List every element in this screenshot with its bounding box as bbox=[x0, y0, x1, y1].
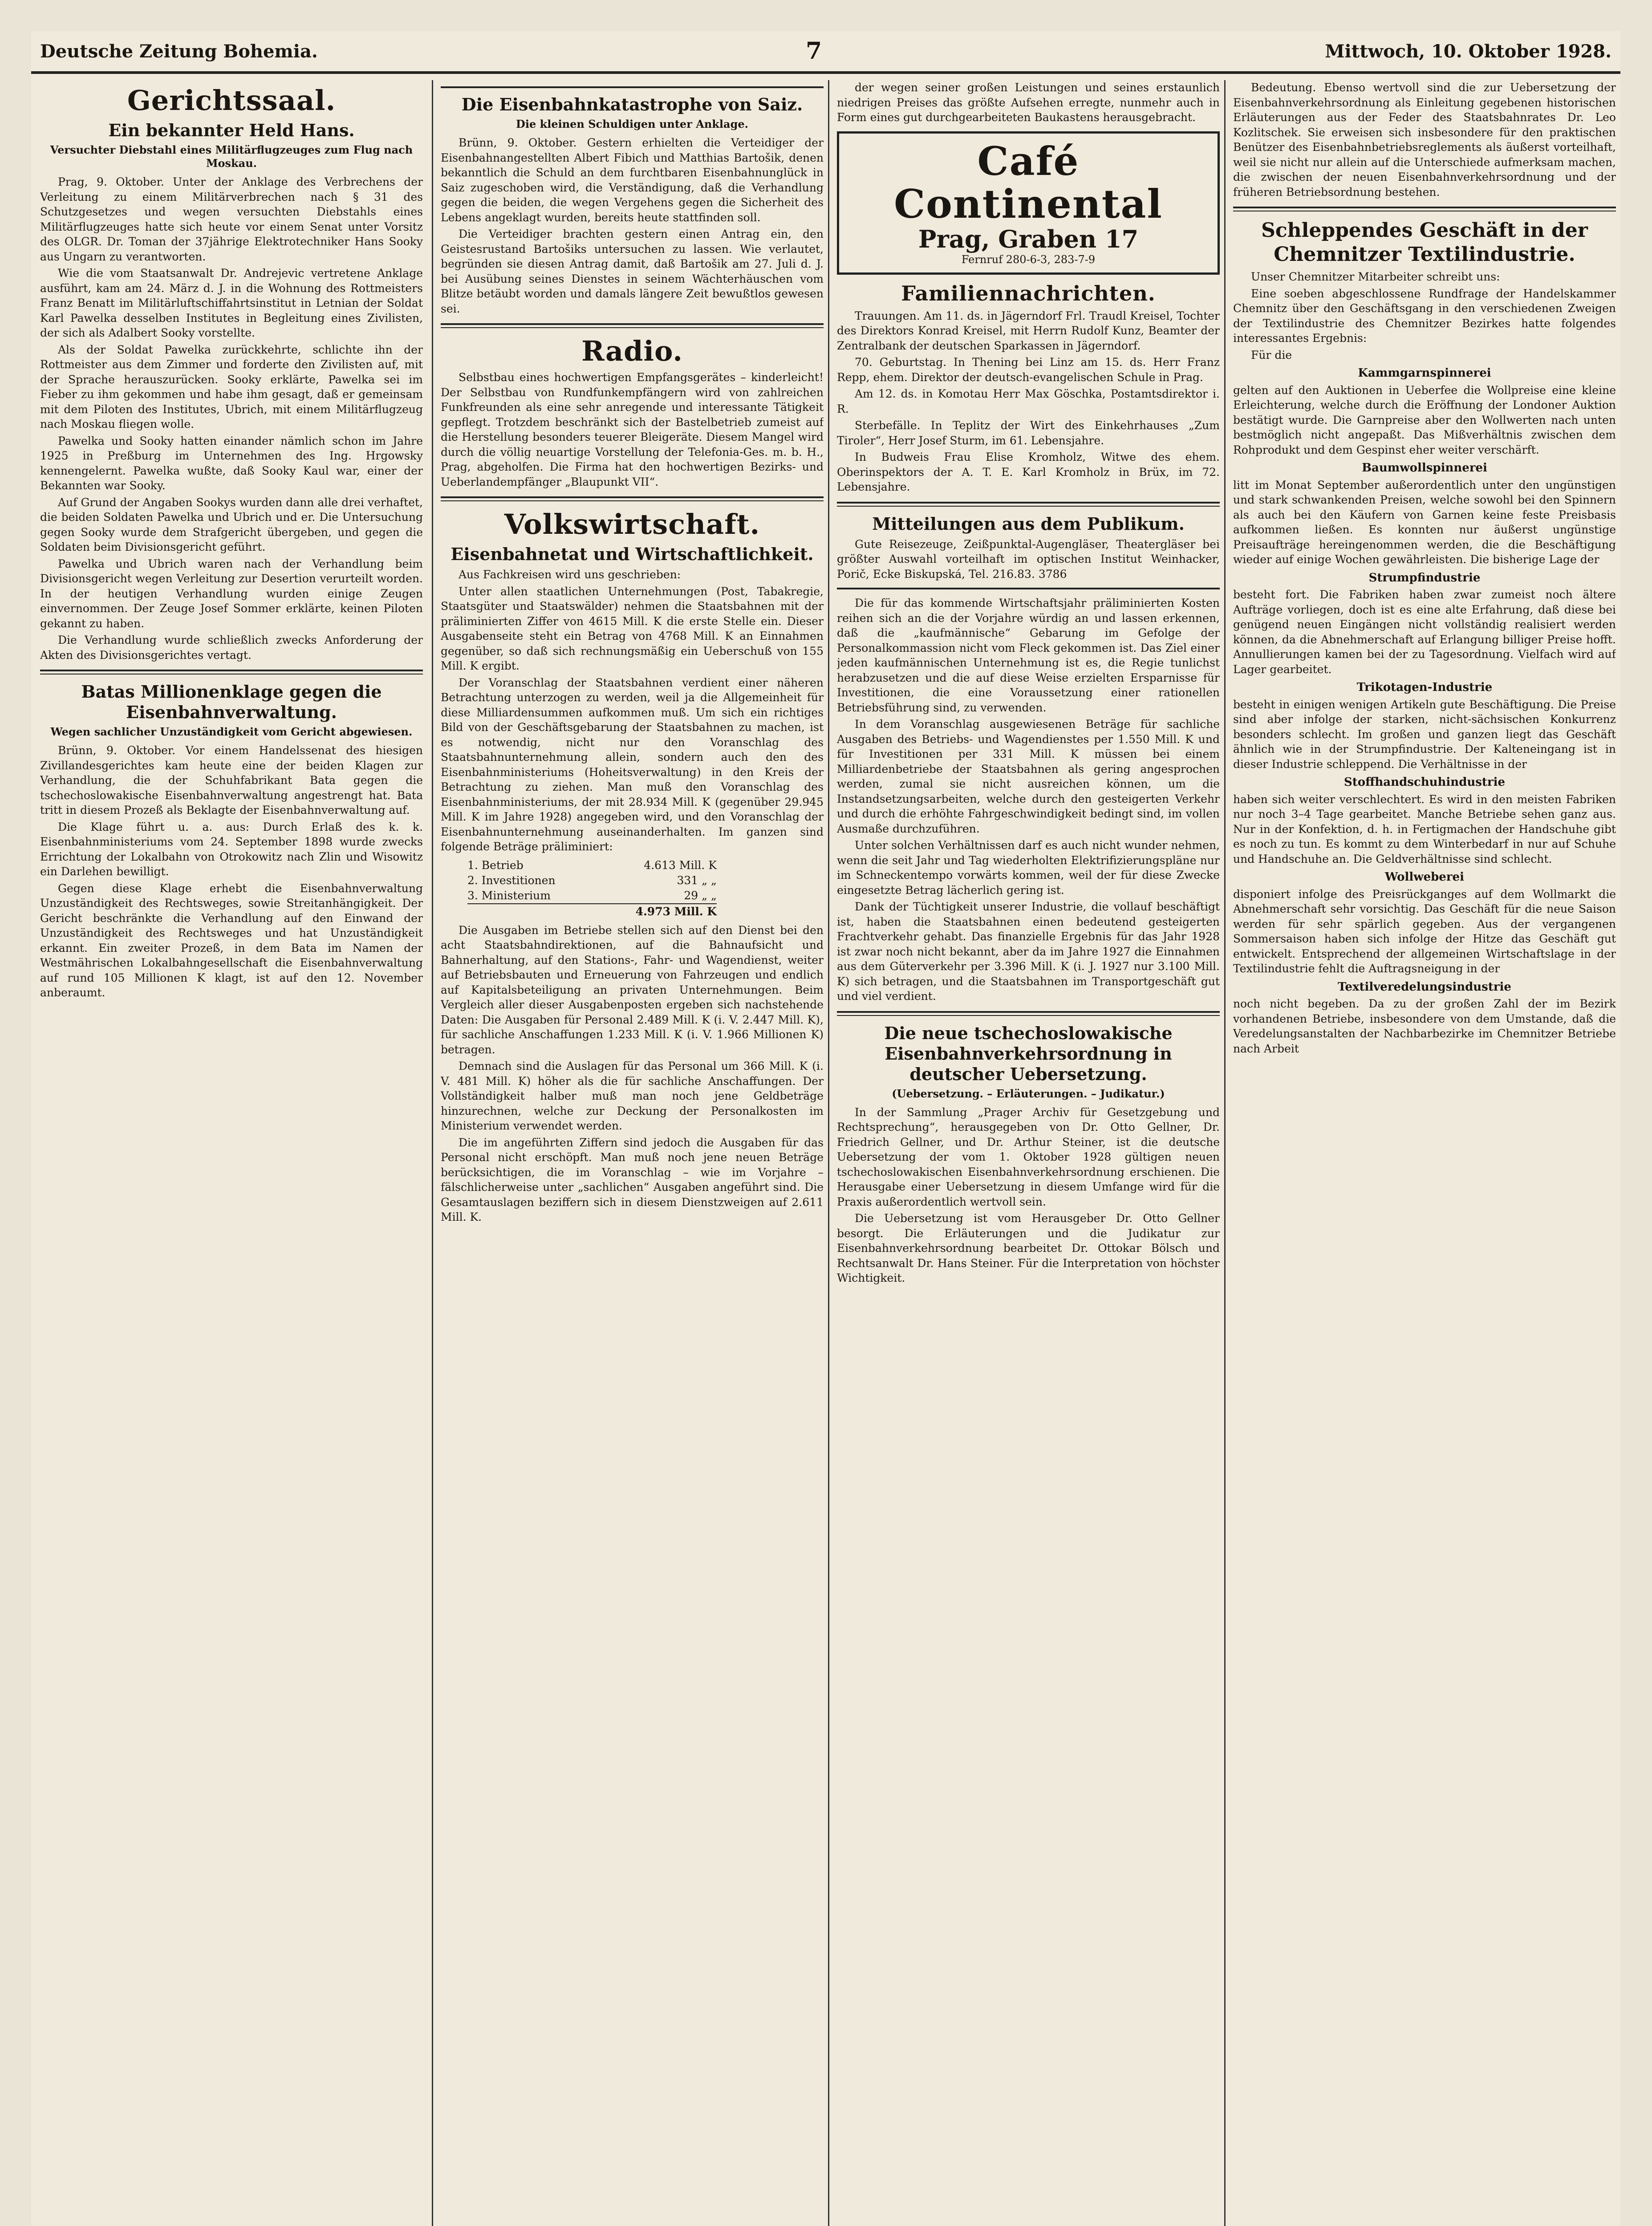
divider bbox=[837, 1011, 1220, 1016]
paragraph: Aus Fachkreisen wird uns geschrieben: bbox=[459, 568, 681, 581]
paragraph: Unser Chemnitzer Mitarbeiter schreibt uns: bbox=[1251, 270, 1500, 283]
article-body bbox=[40, 743, 423, 1000]
section-title-volkswirtschaft: Volkswirtschaft. bbox=[504, 508, 760, 540]
article-body bbox=[441, 135, 824, 316]
paragraph: Unter allen staatlichen Unternehmungen (Post, Tabakregie, Staatsgüter und Staatswälder) nehmen die Staatsbahnen mit der präliminierten Ziffer von 4615 Mill. K die erste Stelle ein. Dieser Ausgabenseite steht ein Betrag von 4768 Mill. K an Einnahmen gegenüber, so daß sich rechnungsmäßig ein Ueberschuß von 155 Mill. K ergibt. bbox=[441, 585, 824, 672]
paragraph: In dem Voranschlag ausgewiesenen Beträge für sachliche Ausgaben des Betriebs- und Wagendienstes per 1.550 Mill. K und für Investitionen per 331 Mill. K müssen bei einem Milliardenbetriebe der Staatsbahnen als gering angesprochen werden, zumal sie nicht ausreichen können, um die Instandsetzungsarbeiten, welche durch den gesteigerten Verkehr und durch die erhöhte Fahrgeschwindigkeit bedingt sind, im vollen Ausmaße durchzuführen. bbox=[837, 718, 1220, 835]
paragraph: Gegen diese Klage erhebt die Eisenbahnverwaltung Unzuständigkeit des Rechtsweges, sowie Streitanhängigkeit. Der Gericht beschränkte die Verhandlung auf den Einwand der Unzuständigkeit des Rechtsweges und hat Unzuständigkeit erkannt. Ein zweiter Prozeß, in dem Bata im Namen der Westmährischen Lokalbahngesellschaft die Eisenbahnverwaltung auf rund 105 Millionen K klagt, ist auf den 12. November anberaumt. bbox=[40, 881, 423, 999]
article-body bbox=[1233, 269, 1616, 362]
paragraph: besteht in einigen wenigen Artikeln gute Beschäftigung. Die Preise sind aber infolge der starken, nicht-sächsischen Konkurrenz besonders schlecht. Im großen und ganzen liegt das Geschäft ähnlich wie in der Strumpfindustrie. Der Kalteneingang ist in dieser Industrie schleppend. Die Verhältnisse in der bbox=[1233, 698, 1616, 771]
paragraph: Die Klage führt u. a. aus: Durch Erlaß des k. k. Eisenbahnministeriums vom 24. September 1898 wurde zwecks Errichtung der Lokalbahn von Otrokowitz nach Zlin und Wisowitz ein Darlehen bewilligt. bbox=[40, 820, 423, 878]
paragraph: Trauungen. Am 11. ds. in Jägerndorf Frl. Traudl Kreisel, Tochter des Direktors Konrad Kreisel, mit Herrn Rudolf Kunz, Beamter der Zentralbank der deutschen Sparkassen in Jägerndorf. bbox=[837, 309, 1220, 352]
paragraph: 70. Geburtstag. In Thening bei Linz am 15. ds. Herr Franz Repp, ehem. Direktor der deutsch-evangelischen Schule in Prag. bbox=[837, 356, 1220, 384]
article-title: Die neue tschechoslowakische Eisenbahnverkehrsordnung in deutscher Uebersetzung. bbox=[884, 1023, 1173, 1084]
subsection-heading: Baumwollspinnerei bbox=[1362, 461, 1487, 475]
ad-address: Prag, Graben 17 bbox=[918, 224, 1139, 253]
article-body bbox=[1233, 366, 1616, 1056]
paragraph: der wegen seiner großen Leistungen und seines erstaunlich niedrigen Preises das größte Aufsehen erregte, nunmehr auch in Form eines gut durchgearbeiteten Baukastens herausgebracht. bbox=[837, 81, 1220, 124]
paragraph: besteht fort. Die Fabriken haben zwar zumeist noch ältere Aufträge vorliegen, doch ist es eine alte Erfahrung, daß diese bei genügend neuen Eingängen nicht vollständig realisiert werden können, da die Abnehmerschaft auf Erlangung billiger Preise hofft. Annullierungen kamen bei der zu Tagesordnung. Vielfach wird auf Lager gearbeitet. bbox=[1233, 588, 1616, 676]
budget-label: 1. Betrieb bbox=[467, 858, 524, 872]
paragraph: Die Verhandlung wurde schließlich zwecks Anforderung der Akten des Divisionsgerichtes vertagt. bbox=[40, 634, 423, 662]
section-title-familiennachrichten: Familiennachrichten. bbox=[901, 281, 1156, 305]
article-subtitle: Die kleinen Schuldigen unter Anklage. bbox=[516, 118, 748, 130]
subsection-heading: Wollweberei bbox=[1385, 870, 1464, 884]
divider bbox=[1233, 207, 1616, 211]
subsection-heading: Strumpfindustrie bbox=[1368, 571, 1481, 585]
article-body bbox=[837, 1105, 1220, 1286]
ad-name: Café Continental bbox=[894, 138, 1163, 227]
divider bbox=[837, 502, 1220, 507]
paragraph: In Budweis Frau Elise Kromholz, Witwe des ehem. Oberinspektors der A. T. E. Karl Kromholz in Brüx, im 72. Lebensjahre. bbox=[837, 451, 1220, 493]
paragraph: Sterbefälle. In Teplitz der Wirt des Einkehrhauses „Zum Tiroler“, Herr Josef Sturm, im 61. Lebensjahre. bbox=[837, 419, 1220, 447]
article-body bbox=[837, 596, 1220, 1004]
paragraph: Die Verteidiger brachten gestern einen Antrag ein, den Geistesrustand Bartošiks untersuchen zu lassen. Wie verlautet, begründen sie diesen Antrag damit, daß Bartošik am 27. Juli d. J. bei Ausübung seines Dienstes in seinem Wächterhäuschen vom Blitze betäubt worden und damals längere Zeit bewußtlos gewesen sei. bbox=[441, 227, 824, 315]
paragraph: Demnach sind die Auslagen für das Personal um 366 Mill. K (i. V. 481 Mill. K) höher als die für sachliche Anschaffungen. Der Vollständigkeit halber muß man noch jene Geldbeträge hinzurechnen, welche zur Deckung der Personalkosten im Ministerium verwendet werden. bbox=[441, 1060, 824, 1132]
budget-table bbox=[467, 858, 824, 919]
paragraph: Dank der Tüchtigkeit unserer Industrie, die vollauf beschäftigt ist, haben die Staatsbahnen einen bedeutend gesteigerten Frachtverkehr gehabt. Das finanzielle Ergebnis für das Jahr 1928 ist zwar noch nicht bekannt, aber da im Jahre 1927 die Einnahmen aus dem Güterverkehr per 3.396 Mill. K (i. J. 1927 nur 3.100 Mill. K) sich betragen, und die Staatsbahnen im Transportgeschäft gut und viel verdient. bbox=[837, 900, 1220, 1003]
page-number: 7 bbox=[806, 37, 822, 65]
divider bbox=[441, 86, 824, 88]
article-subtitle: Wegen sachlicher Unzuständigkeit vom Gericht abgewiesen. bbox=[50, 725, 413, 738]
ad-phone: Fernruf 280-6-3, 283-7-9 bbox=[961, 253, 1096, 266]
paragraph: Der Voranschlag der Staatsbahnen verdient einer näheren Betrachtung unterzogen zu werden, weil ja die Allgemeinheit für diese Milliardensummen aufkommen muß. Um sich ein richtiges Bild von der Geschäftsgebarung der Staatsbahnen zu machen, ist es notwendig, nicht nur den Voranschlag des Staatsbahnunternehmung allein, sondern auch den des Eisenbahnministeriums (Hoheitsverwaltung) in den Kreis der Betrachtung zu ziehen. Man muß den Voranschlag des Eisenbahnministeriums, der mit 28.934 Mill. K (gegenüber 29.945 Mill. K im Jahre 1928) angegeben wird, und den Voranschlag der Eisenbahnunternehmung auseinanderhalten. Im ganzen sind folgende Beträge präliminiert: bbox=[441, 676, 824, 853]
article-title: Die Eisenbahnkatastrophe von Saiz. bbox=[461, 94, 803, 114]
paragraph: Auf Grund der Angaben Sookys wurden dann alle drei verhaftet, die beiden Soldaten Pawelka und Ubrich und er. Die Untersuchung gegen Sooky wurde dem Strafgericht übergeben, und gegen die Soldaten beim Divisionsgericht geführt. bbox=[40, 496, 423, 553]
paragraph: In der Sammlung „Prager Archiv für Gesetzgebung und Rechtsprechung“, herausgegeben von Dr. Otto Gellner, Dr. Friedrich Gellner, und Dr. Arthur Steiner, ist die deutsche Uebersetzung der vom 1. Oktober 1928 gültigen neuen tschechoslowakischen Eisenbahnverkehrsordnung erschienen. Die Herausgabe einer Uebersetzung in diesem Umfange wird für die Praxis außerordentlich wertvoll sein. bbox=[837, 1105, 1220, 1208]
budget-value: 331 „ „ bbox=[677, 873, 717, 887]
budget-label: 2. Investitionen bbox=[467, 873, 556, 887]
paragraph: Die Uebersetzung ist vom Herausgeber Dr. Otto Gellner besorgt. Die Erläuterungen und die Judikatur zur Eisenbahnverkehrsordnung bearbeitet Dr. Ottokar Bölsch und Rechtsanwalt Dr. Hans Steiner. Für die Interpretation von höchster Wichtigkeit. bbox=[837, 1212, 1220, 1284]
paragraph: noch nicht begeben. Da zu der großen Zahl der im Bezirk vorhandenen Betriebe, insbesondere von dem Umstande, daß die Veredelungsanstalten der Nachbarbezirke im Chemnitzer Betriebe nach Arbeit bbox=[1233, 997, 1616, 1055]
paragraph: Gute Reisezeuge, Zeißpunktal-Augengläser, Theatergläser bei größter Auswahl vorteilhaft im optischen Institut Weinhacker, Porič, Ecke Biskupská, Tel. 216.83. 3786 bbox=[837, 537, 1220, 581]
section-title-mitteilungen: Mitteilungen aus dem Publikum. bbox=[872, 513, 1185, 534]
paragraph: Brünn, 9. Oktober. Gestern erhielten die Verteidiger der Eisenbahnangestellten Albert Fibich und Matthias Bartošik, denen bekanntlich die Schuld an dem furchtbaren Eisenbahnunglück in Saiz zugeschoben wird, die Verständigung, daß die Verhandlung gegen die beiden, die wegen Vergehens gegen die Sicherheit des Lebens angeklagt wurden, bereits heute stattfinden soll. bbox=[441, 136, 824, 224]
paragraph: Pawelka und Sooky hatten einander nämlich schon im Jahre 1925 in Preßburg im Unternehmen des Ing. Hrgowsky kennengelernt. Pawelka wußte, daß Sooky Kaul war, einer der Bekannten war Sooky. bbox=[40, 434, 423, 492]
article-body bbox=[837, 309, 1220, 495]
column-rule bbox=[1224, 80, 1226, 2226]
paragraph: Am 12. ds. in Komotau Herr Max Göschka, Postamtsdirektor i. R. bbox=[837, 387, 1220, 415]
divider bbox=[40, 670, 423, 674]
section-title-radio: Radio. bbox=[581, 335, 683, 367]
paragraph: haben sich weiter verschlechtert. Es wird in den meisten Fabriken nur noch 3–4 Tage gearbeitet. Manche Betriebe sehen ganz aus. Nur in der Konfektion, d. h. in Fertigmachen der Handschuhe gibt es noch zu tun. Es kommt zu dem Winterbedarf in nur auf Schuhe und Handschuhe an. Die Geldverhältnisse sind schlecht. bbox=[1233, 792, 1616, 865]
article-body bbox=[837, 80, 1220, 125]
paragraph: litt im Monat September außerordentlich unter den ungünstigen und stark schwankenden Preisen, welche sowohl bei den Spinnern als auch bei den Käufern von Garnen keine feste Preisbasis aufkommen ließen. Es konnten nur äußerst ungünstige Preisaufträge hereingenommen werden, die die Beschäftigung wieder auf einige Wochen gewährleisten. Die bisherige Lage der bbox=[1233, 478, 1616, 566]
newspaper-page bbox=[31, 31, 1620, 2226]
article-body bbox=[441, 370, 824, 489]
divider bbox=[441, 496, 824, 501]
paragraph: Pawelka und Ubrich waren nach der Verhandlung beim Divisionsgericht wegen Verleitung zur Desertion verurteilt worden. In der heutigen Verhandlung wurden einige Zeugen einvernommen. Der Zeuge Josef Sommer erklärte, keinen Piloten gekannt zu haben. bbox=[40, 557, 423, 630]
paragraph: Als der Soldat Pawelka zurückkehrte, schlichte ihn der Rottmeister aus dem Zimmer und forderte den Zivilisten auf, mit der Sprache herauszurücken. Sooky erklärte, Pawelka sei im Fieber zu ihm gekommen und habe ihm gesagt, daß er gemeinsam mit dem Piloten des Institutes, Ubrich, mit einem Militärflugzeug nach Moskau fliegen wolle. bbox=[40, 343, 423, 431]
article-subtitle: Versuchter Diebstahl eines Militärflugzeuges zum Flug nach Moskau. bbox=[50, 143, 413, 170]
subsection-heading: Trikotagen-Industrie bbox=[1356, 681, 1493, 694]
budget-total: 4.973 Mill. K bbox=[467, 903, 717, 919]
column-2 bbox=[441, 80, 824, 2226]
article-title: Eisenbahnetat und Wirtschaftlichkeit. bbox=[451, 544, 814, 564]
paragraph: Brünn, 9. Oktober. Vor einem Handelssenat des hiesigen Zivillandesgerichtes kam heute eine der beiden Klagen zur Verhandlung, die der Schuhfabrikant Bata gegen die tschechoslowakische Eisenbahnverwaltung angestrengt hat. Bata tritt in diesem Prozeß als Beklagte der Eisenbahnverwaltung auf. bbox=[40, 744, 423, 816]
masthead bbox=[31, 31, 1620, 74]
paragraph: Die im angeführten Ziffern sind jedoch die Ausgaben für das Personal nicht erschöpft. Man muß noch jene neuen Beträge berücksichtigen, die im Voranschlag – wie im Vorjahre – fälschlicherweise unter „sachlichen“ Ausgaben angeführt sind. Die Gesamtauslagen beziffern sich in diesem Dienstzweigen auf 2.611 Mill. K. bbox=[441, 1136, 824, 1223]
article-title: Schleppendes Geschäft in der Chemnitzer Textilindustrie. bbox=[1261, 219, 1588, 266]
paragraph: Die Ausgaben im Betriebe stellen sich auf den Dienst bei den acht Staatsbahndirektionen, auf die Bahnaufsicht und Bahnerhaltung, auf den Stations-, Fahr- und Wagendienst, weiter auf Betriebsbauten und Erneuerung von Fahrzeugen und endlich auf Kapitalsbeteiligung an privaten Unternehmungen. Beim Vergleich aller dieser Ausgabenposten ergeben sich nachstehende Daten: Die Ausgaben für Personal 2.489 Mill. K (i. V. 2.447 Mill. K), für sachliche Anschaffungen 1.233 Mill. K (i. V. 1.966 Millionen K) betragen. bbox=[441, 923, 824, 1056]
article-body bbox=[837, 537, 1220, 582]
divider bbox=[441, 323, 824, 328]
paragraph: disponiert infolge des Preisrückganges auf dem Wollmarkt die Abnehmerschaft sehr vorsichtig. Das Geschäft für die neue Saison werden für sehr spärlich gegeben. Aus der vergangenen Sommersaison haben sich infolge der Hitze das Geschäft gut entwickelt. Entsprechend der allgemeinen Wirtschaftslage in der Textilindustrie fehlt die Auftragsneigung in der bbox=[1233, 887, 1616, 975]
budget-label: 3. Ministerium bbox=[467, 889, 551, 902]
divider bbox=[837, 588, 1220, 589]
paragraph: gelten auf den Auktionen in Ueberfee die Wollpreise eine kleine Erleichterung, welche durch die Eröffnung der Londoner Auktion bestätigt wurde. Die Garnpreise aber den Wollwerten nach unten bestmöglich nicht angepaßt. Das Mißverhältnis zwischen dem Rohprodukt und dem Gespinst eher weiter verschärft. bbox=[1233, 383, 1616, 456]
masthead-date: Mittwoch, 10. Oktober 1928. bbox=[1325, 41, 1611, 62]
budget-row bbox=[467, 873, 717, 888]
article-title: Ein bekannter Held Hans. bbox=[108, 120, 355, 140]
budget-value: 4.613 Mill. K bbox=[644, 858, 717, 872]
article-title: Batas Millionenklage gegen die Eisenbahnverwaltung. bbox=[81, 682, 382, 722]
paragraph: Eine soeben abgeschlossene Rundfrage der Handelskammer Chemnitz über den Geschäftsgang in den verschiedenen Zweigen der Textilindustrie des Chemnitzer Bezirkes hatte folgendes interessantes Ergebnis: bbox=[1233, 287, 1616, 345]
section-title-gerichtssaal: Gerichtssaal. bbox=[127, 84, 336, 117]
paragraph: Unter solchen Verhältnissen darf es auch nicht wunder nehmen, wenn die seit Jahr und Tag wiederholten Elektrifizierungspläne nur im Schneckentempo vorwärts kommen, weil der für diese Zwecke eingesetzte Betrag lächerlich gering ist. bbox=[837, 839, 1220, 897]
column-4 bbox=[1233, 80, 1616, 2226]
subsection-heading: Stoffhandschuhindustrie bbox=[1344, 776, 1506, 789]
column-rule bbox=[432, 80, 433, 2226]
article-subtitle: (Uebersetzung. – Erläuterungen. – Judikatur.) bbox=[892, 1087, 1165, 1100]
column-1 bbox=[40, 80, 423, 2226]
budget-row bbox=[467, 858, 717, 873]
column-rule bbox=[828, 80, 829, 2226]
paragraph: Wie die vom Staatsanwalt Dr. Andrejevic vertretene Anklage ausführt, kam am 24. März d. J. in die Wohnung des Rottmeisters Franz Benatt im Militärluftschiffahrtsinstitut in Letnian der Soldat Karl Pawelka desselben Institutes in Begleitung eines Zivilisten, der sich als Adalbert Sooky vorstellte. bbox=[40, 267, 423, 339]
article-body bbox=[441, 567, 824, 854]
paragraph: Selbstbau eines hochwertigen Empfangsgerätes – kinderleicht! Der Selbstbau von Rundfunkempfängern wird von zahlreichen Funkfreunden als eine sehr anregende und interessante Tätigkeit gepflegt. Trotzdem beschränkt sich der Bastelbetrieb zumeist auf die Herstellung besonders teuerer Bleigeräte. Diesem Mangel wird durch die völlig neuartige Vorstellung der Telefonia-Ges. m. b. H., Prag, abgeholfen. Die Firma hat den hochwertigen Bezirks- und Ueberlandempfänger „Blaupunkt VII“. bbox=[441, 371, 824, 488]
masthead-left: Deutsche Zeitung Bohemia. bbox=[40, 41, 318, 62]
advertisement-cafe-continental bbox=[837, 131, 1220, 275]
paragraph: Bedeutung. Ebenso wertvoll sind die zur Uebersetzung der Eisenbahnverkehrsordnung als Einleitung gegebenen historischen Erläuterungen aus der Feder des Staatsbahnrates Dr. Leo Kozlitschek. Sie erweisen sich insbesondere für den praktischen Benützer des Eisenbahnbetriebsreglements als äußerst vorteilhaft, weil sie nicht nur allein auf die Unterschiede aufmerksam machen, die zwischen der neuen Eisenbahnverkehrsordnung und der früheren Betriebsordnung bestehen. bbox=[1233, 81, 1616, 199]
paragraph: Die für das kommende Wirtschaftsjahr präliminierten Kosten reihen sich an die der Vorjahre würdig an und lassen erkennen, daß die „kaufmännische“ Gebarung im Gefolge der Personalkommassion nicht vom Fleck gekommen ist. Das Ziel einer jeden kaufmännischen Unternehmung ist es, die Regie tunlichst herabzusetzen und die auf diese Weise erzielten Ersparnisse für Investitionen, die eine Voraussetzung einer rationellen Betriebsführung sind, zu verwenden. bbox=[837, 597, 1220, 714]
article-body bbox=[1233, 80, 1616, 199]
article-body bbox=[441, 923, 824, 1225]
paragraph: Prag, 9. Oktober. Unter der Anklage des Verbrechens der Verleitung zu einem Militärverbrechen nach § 31 des Schutzgesetzes und wegen versuchten Diebstahls eines Militärflugzeuges hatte sich heute vor einem Senat unter Vorsitz des OLGR. Dr. Toman der 37jährige Elektrotechniker Hans Sooky aus Ungarn zu verantworten. bbox=[40, 175, 423, 263]
budget-row bbox=[467, 888, 717, 903]
paragraph: Für die bbox=[1251, 348, 1292, 362]
budget-value: 29 „ „ bbox=[684, 889, 717, 902]
subsection-heading: Kammgarnspinnerei bbox=[1358, 366, 1491, 380]
column-3 bbox=[837, 80, 1220, 2226]
article-body bbox=[40, 175, 423, 662]
subsection-heading: Textilveredelungsindustrie bbox=[1338, 980, 1511, 994]
